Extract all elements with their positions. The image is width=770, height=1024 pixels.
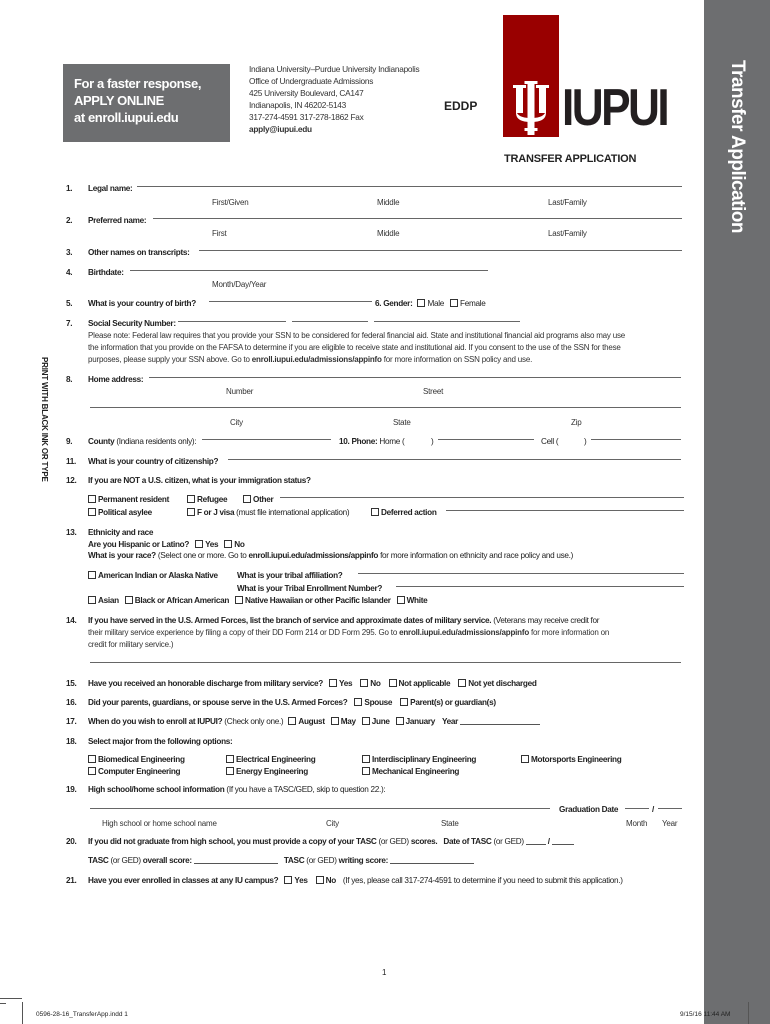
- field-sublabel: First/Given: [212, 198, 249, 207]
- field-sublabel: Middle: [377, 198, 400, 207]
- crop-mark: [0, 1003, 6, 1004]
- country-birth-label: What is your country of birth?: [88, 299, 196, 308]
- slash: /: [547, 837, 550, 846]
- q-number: 12.: [66, 476, 77, 485]
- option-label: Yes: [339, 679, 353, 688]
- other-checkbox[interactable]: [243, 495, 251, 503]
- race-row: [88, 551, 573, 560]
- county-row: [88, 437, 196, 446]
- tribal-enrollment-label: What is your Tribal Enrollment Number?: [237, 584, 383, 593]
- iu-enroll-row: [88, 876, 623, 885]
- appinfo-link[interactable]: enroll.iupui.edu/admissions/appinfo: [248, 551, 379, 560]
- female-label: Female: [460, 299, 486, 308]
- option-label: January: [405, 717, 435, 726]
- gender-label: 6. Gender:: [375, 299, 413, 308]
- paren-close: ): [584, 437, 587, 446]
- apply-online-box: [63, 64, 230, 142]
- ssn-note-text: purposes, please supply your SSN above. Go to: [88, 355, 252, 364]
- race-options-row: [88, 596, 427, 605]
- iupui-wordmark: IUPUI: [562, 79, 668, 137]
- hispanic-no-checkbox[interactable]: [224, 540, 232, 548]
- address-line: Office of Undergraduate Admissions: [249, 76, 374, 86]
- year-label: Year: [441, 717, 459, 726]
- tasc-overall-label: TASC: [88, 856, 109, 865]
- field-sublabel: Middle: [377, 229, 400, 238]
- field-sublabel: Last/Family: [548, 229, 587, 238]
- tribal-affiliation-label: What is your tribal affiliation?: [237, 571, 343, 580]
- major-option: [362, 755, 476, 764]
- discharge-na-checkbox[interactable]: [389, 679, 397, 687]
- option-label: Not applicable: [398, 679, 451, 688]
- q-number: 17.: [66, 717, 77, 726]
- option-label: Permanent resident: [98, 495, 170, 504]
- q-number: 16.: [66, 698, 77, 707]
- appinfo-link[interactable]: enroll.iupui.edu/admissions/appinfo: [399, 628, 530, 637]
- apply-line-1: For a faster response,: [74, 76, 202, 91]
- other-option: [243, 495, 273, 504]
- eddp-label: EDDP: [444, 99, 478, 113]
- tasc-note: (or GED): [491, 837, 526, 846]
- tasc-question: If you did not graduate from high school, you must provide a copy of your TASC: [88, 837, 377, 846]
- country-birth-field[interactable]: [209, 301, 372, 302]
- option-label: Black or African American: [134, 596, 230, 605]
- q-number: 2.: [66, 216, 73, 225]
- option-label: American Indian or Alaska Native: [98, 571, 218, 580]
- other-status-field[interactable]: [280, 497, 684, 498]
- hispanic-yes-checkbox[interactable]: [195, 540, 203, 548]
- q-number: 11.: [66, 457, 77, 466]
- option-label: Biomedical Engineering: [98, 755, 185, 764]
- electrical-checkbox[interactable]: [226, 755, 234, 763]
- address-city-field[interactable]: [90, 407, 681, 408]
- field-sublabel: Month/Day/Year: [212, 280, 267, 289]
- option-label: Other: [253, 495, 274, 504]
- field-sublabel: State: [441, 819, 459, 828]
- option-label: Energy Engineering: [236, 767, 308, 776]
- deferred-checkbox[interactable]: [371, 508, 379, 516]
- tasc-overall-label-2: overall score:: [142, 856, 192, 865]
- option-label: Not yet discharged: [468, 679, 537, 688]
- field-sublabel: Month: [626, 819, 648, 828]
- ssn-note: Please note: Federal law requires that you provide your SSN to be considered for federal financial aid. State and institutional financial aid programs also may use: [88, 331, 626, 340]
- cell-label: Cell (: [541, 437, 559, 446]
- option-label: August: [298, 717, 325, 726]
- tasc-score-row: [88, 856, 474, 865]
- home-address-label: Home address:: [88, 375, 144, 384]
- preferred-name-label: Preferred name:: [88, 216, 147, 225]
- birthdate-label: Birthdate:: [88, 268, 124, 277]
- option-label: Yes: [294, 876, 308, 885]
- other-names-field[interactable]: [199, 250, 682, 251]
- graduation-date-label: Graduation Date: [559, 805, 619, 814]
- august-checkbox[interactable]: [288, 717, 296, 725]
- home-label: Home (: [377, 437, 405, 446]
- option-label: Deferred action: [381, 508, 437, 517]
- black-checkbox[interactable]: [125, 596, 133, 604]
- ssn-note: the information that you provide on the FAFSA to determine if you are eligible to receive state and institutional aid. If you consent to the use of the SSN for these: [88, 343, 621, 352]
- sidebar-bar: [704, 0, 770, 1024]
- option-label: Refugee: [197, 495, 228, 504]
- june-checkbox[interactable]: [362, 717, 370, 725]
- option-label: No: [234, 540, 245, 549]
- discharge-no-checkbox[interactable]: [360, 679, 368, 687]
- legal-name-label: Legal name:: [88, 184, 133, 193]
- enroll-term-note: (Check only one.): [222, 717, 284, 726]
- phone-label: 10. Phone:: [339, 437, 378, 446]
- interdisciplinary-checkbox[interactable]: [362, 755, 370, 763]
- option-label: Yes: [205, 540, 219, 549]
- family-service-row: [88, 698, 496, 707]
- iu-enroll-yes-checkbox[interactable]: [284, 876, 292, 884]
- q-number: 7.: [66, 319, 73, 328]
- footer-file: 0596-28-16_TransferApp.indd 1: [36, 1011, 128, 1018]
- ssn-note-text: for more information on SSN policy and use.: [381, 355, 533, 364]
- address-line: Indiana University–Purdue University Indianapolis: [249, 64, 420, 74]
- ethnicity-label: Ethnicity and race: [88, 528, 154, 537]
- q-number: 8.: [66, 375, 73, 384]
- field-sublabel: High school or home school name: [102, 819, 217, 828]
- legal-name-field[interactable]: [137, 186, 682, 187]
- address-block: [249, 63, 419, 135]
- biomedical-checkbox[interactable]: [88, 755, 96, 763]
- permanent-resident-checkbox[interactable]: [88, 495, 96, 503]
- sidebar-title: Transfer Application: [727, 60, 748, 233]
- tasc-note: (or GED): [376, 837, 411, 846]
- tasc-date-label: Date of TASC: [443, 837, 492, 846]
- iu-enroll-note: (If yes, please call 317-274-4591 to determine if you need to submit this application.): [342, 876, 623, 885]
- option-label: No: [325, 876, 336, 885]
- high-school-label: High school/home school information: [88, 785, 225, 794]
- white-checkbox[interactable]: [397, 596, 405, 604]
- may-checkbox[interactable]: [331, 717, 339, 725]
- military-note: [88, 628, 609, 637]
- race-note: for more information on ethnicity and race policy and use.): [378, 551, 574, 560]
- q-number: 5.: [66, 299, 73, 308]
- discharge-not-yet-checkbox[interactable]: [458, 679, 466, 687]
- female-checkbox[interactable]: [450, 299, 458, 307]
- deferred-field[interactable]: [446, 510, 684, 511]
- iu-trident-logo: [503, 15, 559, 137]
- high-school-field[interactable]: [90, 808, 550, 809]
- ssn-label: Social Security Number:: [88, 319, 176, 328]
- option-label: F or J visa: [197, 508, 235, 517]
- q-number: 13.: [66, 528, 77, 537]
- ssn-field-1[interactable]: [178, 321, 286, 322]
- q-number: 21.: [66, 876, 77, 885]
- option-label: Mechanical Engineering: [372, 767, 460, 776]
- high-school-row: [88, 785, 385, 794]
- military-note: (Veterans may receive credit for: [491, 616, 600, 625]
- major-option: [88, 767, 180, 776]
- grad-year-field[interactable]: [658, 808, 682, 809]
- citizenship-label: What is your country of citizenship?: [88, 457, 219, 466]
- option-label: Parent(s) or guardian(s): [410, 698, 496, 707]
- slash: /: [652, 805, 654, 814]
- gender-group: [375, 299, 486, 308]
- enroll-term-question: When do you wish to enroll at IUPUI?: [88, 717, 223, 726]
- preferred-name-field[interactable]: [153, 218, 682, 219]
- q-number: 20.: [66, 837, 77, 846]
- county-label: County: [88, 437, 115, 446]
- option-note: (must file international application): [234, 508, 350, 517]
- tasc-month-field[interactable]: [526, 837, 546, 845]
- print-note: PRINT WITH BLACK INK OR TYPE: [40, 357, 49, 482]
- address-line: 425 University Boulevard, CA147: [249, 88, 364, 98]
- crop-mark: [748, 1002, 749, 1024]
- tasc-writing-label-2: writing score:: [338, 856, 389, 865]
- field-sublabel: Zip: [571, 418, 582, 427]
- option-label: Interdisciplinary Engineering: [372, 755, 477, 764]
- field-sublabel: Street: [423, 387, 444, 396]
- birthdate-field[interactable]: [130, 270, 488, 271]
- transfer-application-heading: TRANSFER APPLICATION: [504, 153, 637, 165]
- major-option: [362, 767, 459, 776]
- asian-checkbox[interactable]: [88, 596, 96, 604]
- address-line: Indianapolis, IN 46202-5143: [249, 100, 347, 110]
- county-field[interactable]: [202, 439, 331, 440]
- option-label: May: [340, 717, 356, 726]
- option-label: Political asylee: [98, 508, 152, 517]
- option-label: Motorsports Engineering: [531, 755, 622, 764]
- field-sublabel: Number: [226, 387, 254, 396]
- q-number: 15.: [66, 679, 77, 688]
- option-label: Spouse: [364, 698, 393, 707]
- tasc-year-field[interactable]: [552, 837, 574, 845]
- military-note: credit for military service.): [88, 640, 174, 649]
- male-checkbox[interactable]: [417, 299, 425, 307]
- option-label: White: [406, 596, 428, 605]
- major-option: [226, 755, 315, 764]
- tasc-writing-field[interactable]: [390, 856, 474, 864]
- major-label: Select major from the following options:: [88, 737, 233, 746]
- family-service-question: Did your parents, guardians, or spouse serve in the U.S. Armed Forces?: [88, 698, 348, 707]
- discharge-row: [88, 679, 537, 688]
- iu-enroll-question: Have you ever enrolled in classes at any IU campus?: [88, 876, 279, 885]
- military-row: [88, 616, 599, 625]
- tasc-writing-label: TASC: [283, 856, 305, 865]
- visa-checkbox[interactable]: [187, 508, 195, 516]
- refugee-option: [187, 495, 227, 504]
- grad-month-field[interactable]: [625, 808, 649, 809]
- option-label: Native Hawaiian or other Pacific Islander: [245, 596, 391, 605]
- q-number: 18.: [66, 737, 77, 746]
- option-label: Computer Engineering: [98, 767, 181, 776]
- race-note: (Select one or more. Go to: [155, 551, 249, 560]
- apply-line-3: at enroll.iupui.edu: [74, 110, 179, 125]
- option-label: No: [370, 679, 381, 688]
- tasc-question-end: scores.: [410, 837, 438, 846]
- year-field[interactable]: [460, 717, 540, 725]
- political-option: [88, 508, 152, 517]
- appinfo-link[interactable]: enroll.iupui.edu/admissions/appinfo: [251, 355, 382, 364]
- race-question: What is your race?: [88, 551, 156, 560]
- hispanic-question: Are you Hispanic or Latino?: [88, 540, 190, 549]
- parents-checkbox[interactable]: [400, 698, 408, 706]
- other-names-label: Other names on transcripts:: [88, 248, 190, 257]
- motorsports-checkbox[interactable]: [521, 755, 529, 763]
- iu-enroll-no-checkbox[interactable]: [316, 876, 324, 884]
- address-line: 317-274-4591 317-278-1862 Fax: [249, 112, 364, 122]
- citizenship-field[interactable]: [228, 459, 681, 460]
- discharge-yes-checkbox[interactable]: [329, 679, 337, 687]
- visa-option: [187, 508, 349, 517]
- energy-checkbox[interactable]: [226, 767, 234, 775]
- county-paren: (Indiana residents only):: [114, 437, 197, 446]
- address-email: apply@iupui.edu: [249, 124, 312, 134]
- address-street-field[interactable]: [149, 377, 681, 378]
- tasc-row: [88, 837, 574, 846]
- spouse-checkbox[interactable]: [354, 698, 362, 706]
- crop-mark: [0, 998, 22, 999]
- military-note-text: for more information on: [529, 628, 610, 637]
- option-label: Asian: [98, 596, 119, 605]
- major-option: [88, 755, 185, 764]
- ssn-field-3[interactable]: [374, 321, 520, 322]
- tasc-note: (or GED): [108, 856, 143, 865]
- tribal-enrollment-field[interactable]: [396, 586, 684, 587]
- tasc-note: (or GED): [304, 856, 339, 865]
- crop-mark: [22, 1002, 23, 1024]
- q-number: 4.: [66, 268, 73, 277]
- trident-icon: [503, 15, 559, 137]
- major-option: [226, 767, 308, 776]
- computer-checkbox[interactable]: [88, 767, 96, 775]
- option-label: June: [371, 717, 390, 726]
- discharge-question: Have you received an honorable discharge from military service?: [88, 679, 324, 688]
- mechanical-checkbox[interactable]: [362, 767, 370, 775]
- hispanic-row: [88, 540, 245, 549]
- q-number: 19.: [66, 785, 77, 794]
- immigration-row-1: [88, 495, 169, 504]
- footer-date: 9/15/16 11:44 AM: [680, 1011, 731, 1018]
- military-question: If you have served in the U.S. Armed Forces, list the branch of service and approximate dates of military service.: [88, 616, 492, 625]
- tribal-affiliation-field[interactable]: [358, 573, 684, 574]
- deferred-option: [371, 508, 437, 517]
- ssn-field-2[interactable]: [292, 321, 368, 322]
- high-school-note: (If you have a TASC/GED, skip to question 22.):: [224, 785, 386, 794]
- field-sublabel: Last/Family: [548, 198, 587, 207]
- enroll-term-row: [88, 717, 540, 726]
- apply-line-2: APPLY ONLINE: [74, 93, 164, 108]
- field-sublabel: First: [212, 229, 227, 238]
- american-indian-checkbox[interactable]: [88, 571, 96, 579]
- male-label: Male: [427, 299, 445, 308]
- field-sublabel: City: [326, 819, 339, 828]
- political-asylee-checkbox[interactable]: [88, 508, 96, 516]
- q-number: 14.: [66, 616, 77, 625]
- military-service-field[interactable]: [90, 662, 681, 663]
- ssn-note: [88, 355, 532, 364]
- january-checkbox[interactable]: [396, 717, 404, 725]
- q-number: 1.: [66, 184, 73, 193]
- q-number: 3.: [66, 248, 73, 257]
- refugee-checkbox[interactable]: [187, 495, 195, 503]
- phone-row: [339, 437, 404, 446]
- option-label: Electrical Engineering: [236, 755, 316, 764]
- immigration-label: If you are NOT a U.S. citizen, what is your immigration status?: [88, 476, 311, 485]
- field-sublabel: Year: [662, 819, 678, 828]
- field-sublabel: City: [230, 418, 243, 427]
- paren-close: ): [431, 437, 434, 446]
- page-number: 1: [382, 968, 387, 977]
- military-note-text: their military service experience by filing a copy of their DD Form 214 or DD Form 295. Go to: [88, 628, 400, 637]
- ai-option: [88, 571, 218, 580]
- native-hawaiian-checkbox[interactable]: [235, 596, 243, 604]
- cell-phone-field[interactable]: [591, 439, 681, 440]
- home-phone-field[interactable]: [438, 439, 534, 440]
- q-number: 9.: [66, 437, 73, 446]
- tasc-overall-field[interactable]: [194, 856, 278, 864]
- field-sublabel: State: [393, 418, 411, 427]
- major-option: [521, 755, 621, 764]
